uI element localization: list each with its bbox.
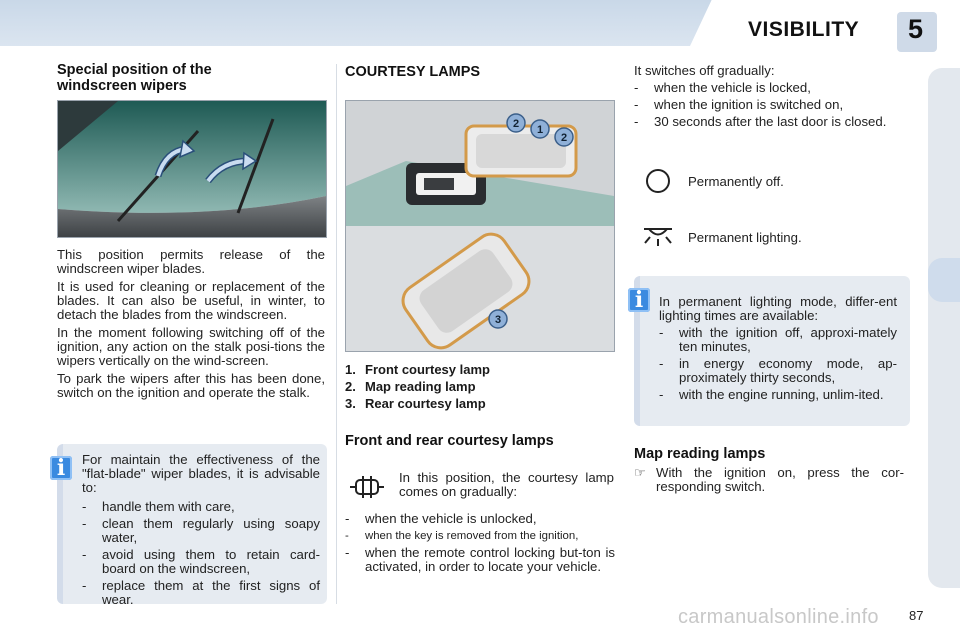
- wipers-body: [57, 248, 325, 404]
- list-item: - handle them with care,: [82, 499, 235, 514]
- off-label: Permanently off.: [688, 174, 784, 189]
- watermark: carmanualsonline.info: [678, 606, 879, 628]
- courtesy-lamps-illustration: [346, 101, 614, 351]
- list-item: - 30 seconds after the last door is closed.: [634, 114, 887, 129]
- infobox-intro: In permanent lighting mode, differ-ent lighting times are available:: [659, 294, 897, 323]
- list-item: - when the remote control locking but-ton is activated, in order to locate your vehicle.: [345, 545, 615, 574]
- info-icon: i: [628, 288, 650, 312]
- courtesy-lamps-heading: COURTESY LAMPS: [345, 64, 481, 80]
- windscreen-wiper-photo: [57, 100, 327, 238]
- column-divider: [336, 64, 337, 604]
- list-item: 3. Rear courtesy lamp: [345, 396, 486, 411]
- front-rear-lamps-heading: Front and rear courtesy lamps: [345, 433, 554, 449]
- chapter-number: 5: [908, 14, 924, 44]
- map-reading-text: ☞ With the ignition on, press the cor-responding switch.: [634, 465, 904, 494]
- list-item: - when the ignition is switched on,: [634, 97, 844, 112]
- lamps-legend: [345, 361, 490, 412]
- chapter-side-strip: [928, 68, 960, 588]
- windscreen-illustration: [58, 101, 326, 237]
- chapter-side-marker: [928, 258, 960, 302]
- paragraph: In the moment following switching off of the ignition, any action on the stalk posi-tions the wipers vertically on the wind-screen.: [57, 325, 325, 368]
- lamp-rays-icon: [640, 224, 676, 250]
- callout-label: 1: [536, 124, 544, 136]
- callout-label: 2: [512, 118, 520, 130]
- courtesy-on-conditions: [345, 512, 615, 577]
- list-item: - in energy economy mode, ap-proximately thirty seconds,: [659, 356, 897, 385]
- list-item: - replace them at the first signs of wear.: [82, 578, 320, 607]
- courtesy-lamps-photo: [345, 100, 615, 352]
- callout-label: 3: [494, 314, 502, 326]
- position-text: In this position, the courtesy lamp comes on gradually:: [399, 470, 614, 499]
- on-label: Permanent lighting.: [688, 230, 802, 245]
- list-item: - avoid using them to retain card-board on the windscreen,: [82, 547, 320, 576]
- page-title: VISIBILITY: [748, 18, 860, 41]
- page-number: 87: [909, 608, 924, 623]
- paragraph: This position permits release of the windscreen wiper blades.: [57, 247, 325, 276]
- list-item: - with the engine running, unlim-ited.: [659, 387, 884, 402]
- list-item: - when the key is removed from the ignition,: [345, 530, 579, 542]
- lamp-on-icon: [640, 224, 676, 255]
- finger-pointer-icon: ☞: [634, 465, 646, 480]
- paragraph: It is used for cleaning or replacement of the blades. It can also be useful, in winter, to detach the blades from the windscreen.: [57, 279, 325, 322]
- lamp-off-icon: [645, 168, 671, 199]
- list-item: - with the ignition off, approxi-mately ten minutes,: [659, 325, 897, 354]
- courtesy-lamp-on-icon: [349, 474, 385, 505]
- map-reading-heading: Map reading lamps: [634, 446, 766, 462]
- callout-label: 2: [560, 132, 568, 144]
- lamp-door-icon: [349, 474, 385, 500]
- info-icon: i: [50, 456, 72, 480]
- list-item: - when the vehicle is locked,: [634, 80, 811, 95]
- switch-off-conditions: It switches off gradually: - when the vehicle is locked, - when the ignition is switched on, - 30 seconds after the last door is closed.: [634, 64, 904, 132]
- list-item: 1. Front courtesy lamp: [345, 362, 490, 377]
- wiper-care-text: [82, 453, 320, 610]
- list-item: - when the vehicle is unlocked,: [345, 511, 537, 526]
- infobox-intro: For maintain the effectiveness of the "flat-blade" wiper blades, it is advisable to:: [82, 452, 320, 495]
- lighting-mode-text: [659, 295, 897, 405]
- list-item: - clean them regularly using soapy water,: [82, 516, 320, 545]
- circle-icon: [645, 168, 671, 194]
- wipers-heading: Special position of the windscreen wipers: [57, 62, 212, 94]
- paragraph: To park the wipers after this has been done, switch on the ignition and operate the stalk.: [57, 371, 325, 400]
- list-item: 2. Map reading lamp: [345, 379, 476, 394]
